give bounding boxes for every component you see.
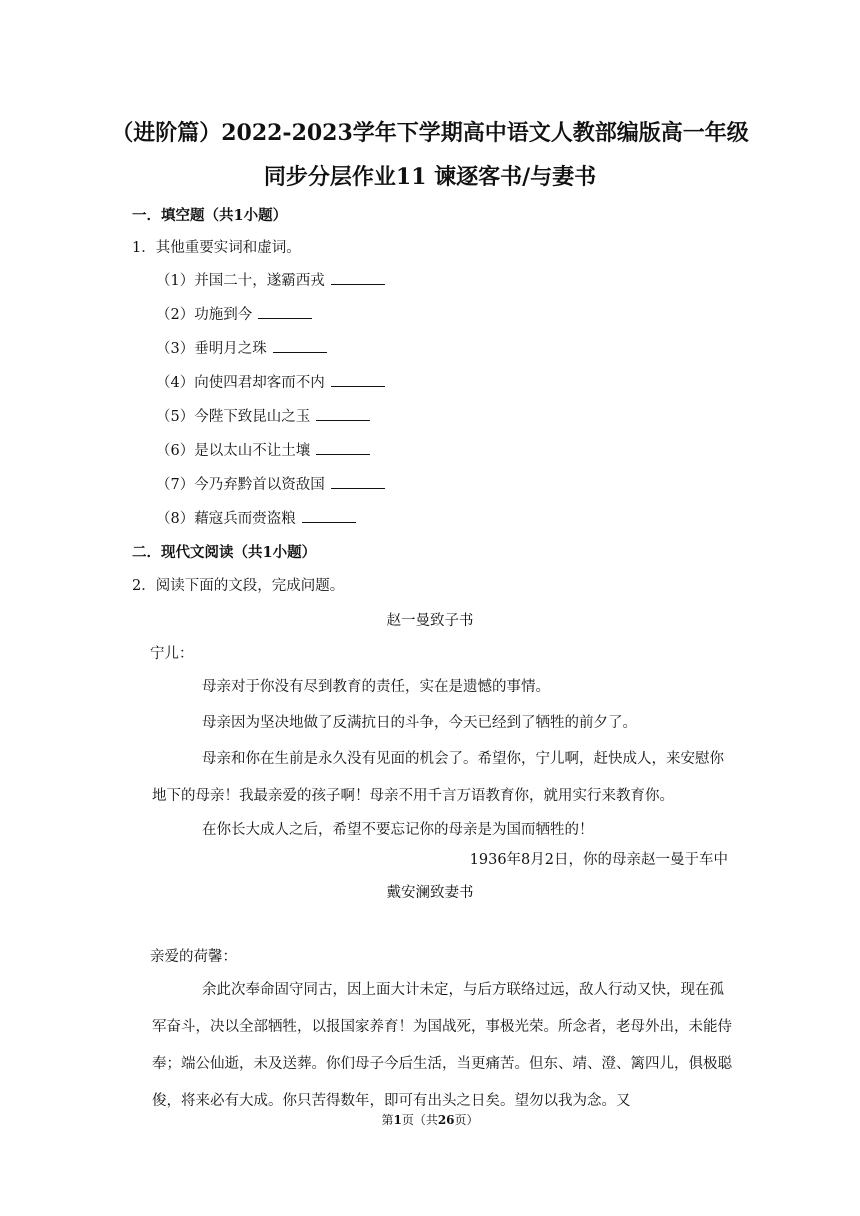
letter-1-paragraph-4: 在你长大成人之后，希望不要忘记你的母亲是为国而牺牲的！ [202, 822, 594, 838]
answer-blank [316, 406, 370, 421]
fill-item-text: （4）向使四君却客而不内 [156, 375, 325, 391]
document-title-line-2: 同步分层作业11 谏逐客书/与妻书 [263, 164, 597, 190]
letter-2-salutation: 亲爱的荷馨： [150, 949, 237, 965]
current-page-number: 1 [393, 1113, 402, 1127]
fill-item-text: （3）垂明月之珠 [156, 341, 267, 357]
letter-2-title: 戴安澜致妻书 [386, 885, 474, 901]
letter-2-paragraph: 余此次奉命固守同古，因上面大计未定，与后方联络过远，敌人行动又快，现在孤军奋斗，决以全部牺牲，以报国家养育！为国战死，事极光荣。所念者，老母外出，未能侍奉；端公仙逝，未及送葬。你们母子今后生活，当更痛苦。但东、靖、澄、篱四儿，俱极聪俊，将来必有大成。你只苦得数年，即可有出头之日矣。望勿以我为念。又 [152, 982, 732, 1109]
total-pages-number: 26 [437, 1113, 455, 1127]
fill-item-3 [156, 337, 327, 358]
fill-item-text: （2）功施到今 [156, 307, 253, 323]
answer-blank [331, 372, 385, 387]
fill-item-8 [156, 507, 356, 528]
answer-blank [316, 440, 370, 455]
fill-item-text: （5）今陛下致昆山之玉 [156, 409, 311, 425]
fill-item-text: （7）今乃弃黔首以资敌国 [156, 477, 325, 493]
document-title-line-1: （进阶篇）2022-2023学年下学期高中语文人教部编版高一年级 [111, 120, 749, 146]
fill-item-7 [156, 473, 385, 494]
letter-1-paragraph-1: 母亲对于你没有尽到教育的责任，实在是遗憾的事情。 [202, 679, 550, 695]
fill-item-text: （6）是以太山不让土壤 [156, 443, 311, 459]
letter-1-title: 赵一曼致子书 [386, 613, 474, 629]
question-1-text: 1．其他重要实词和虚词。 [132, 240, 301, 256]
fill-item-5 [156, 405, 370, 426]
letter-1-salutation: 宁儿： [150, 646, 194, 662]
answer-blank [302, 508, 356, 523]
answer-blank [331, 474, 385, 489]
answer-blank [273, 338, 327, 353]
answer-blank [258, 304, 312, 319]
letter-1-paragraph-3: 母亲和你在生前是永久没有见面的机会了。希望你，宁儿啊，赶快成人，来安慰你地下的母亲！我最亲爱的孩子啊！母亲不用千言万语教育你，就用实行来教育你。 [152, 751, 724, 804]
fill-item-text: （8）藉寇兵而赍盗粮 [156, 511, 296, 527]
fill-item-1 [156, 269, 385, 290]
question-2-text: 2．阅读下面的文段，完成问题。 [132, 578, 345, 594]
page-footer: 第1页（共26页） [381, 1113, 479, 1127]
answer-blank [331, 270, 385, 285]
section-2-heading: 二．现代文阅读（共1小题） [132, 544, 317, 561]
fill-item-4 [156, 371, 385, 392]
fill-item-text: （1）并国二十，遂霸西戎 [156, 273, 325, 289]
fill-item-2 [156, 303, 312, 324]
letter-1-signature: 1936年8月2日，你的母亲赵一曼于车中 [469, 852, 728, 868]
fill-item-6 [156, 439, 370, 460]
letter-1-paragraph-2: 母亲因为坚决地做了反满抗日的斗争，今天已经到了牺牲的前夕了。 [202, 715, 637, 731]
section-1-heading: 一．填空题（共1小题） [132, 207, 288, 224]
